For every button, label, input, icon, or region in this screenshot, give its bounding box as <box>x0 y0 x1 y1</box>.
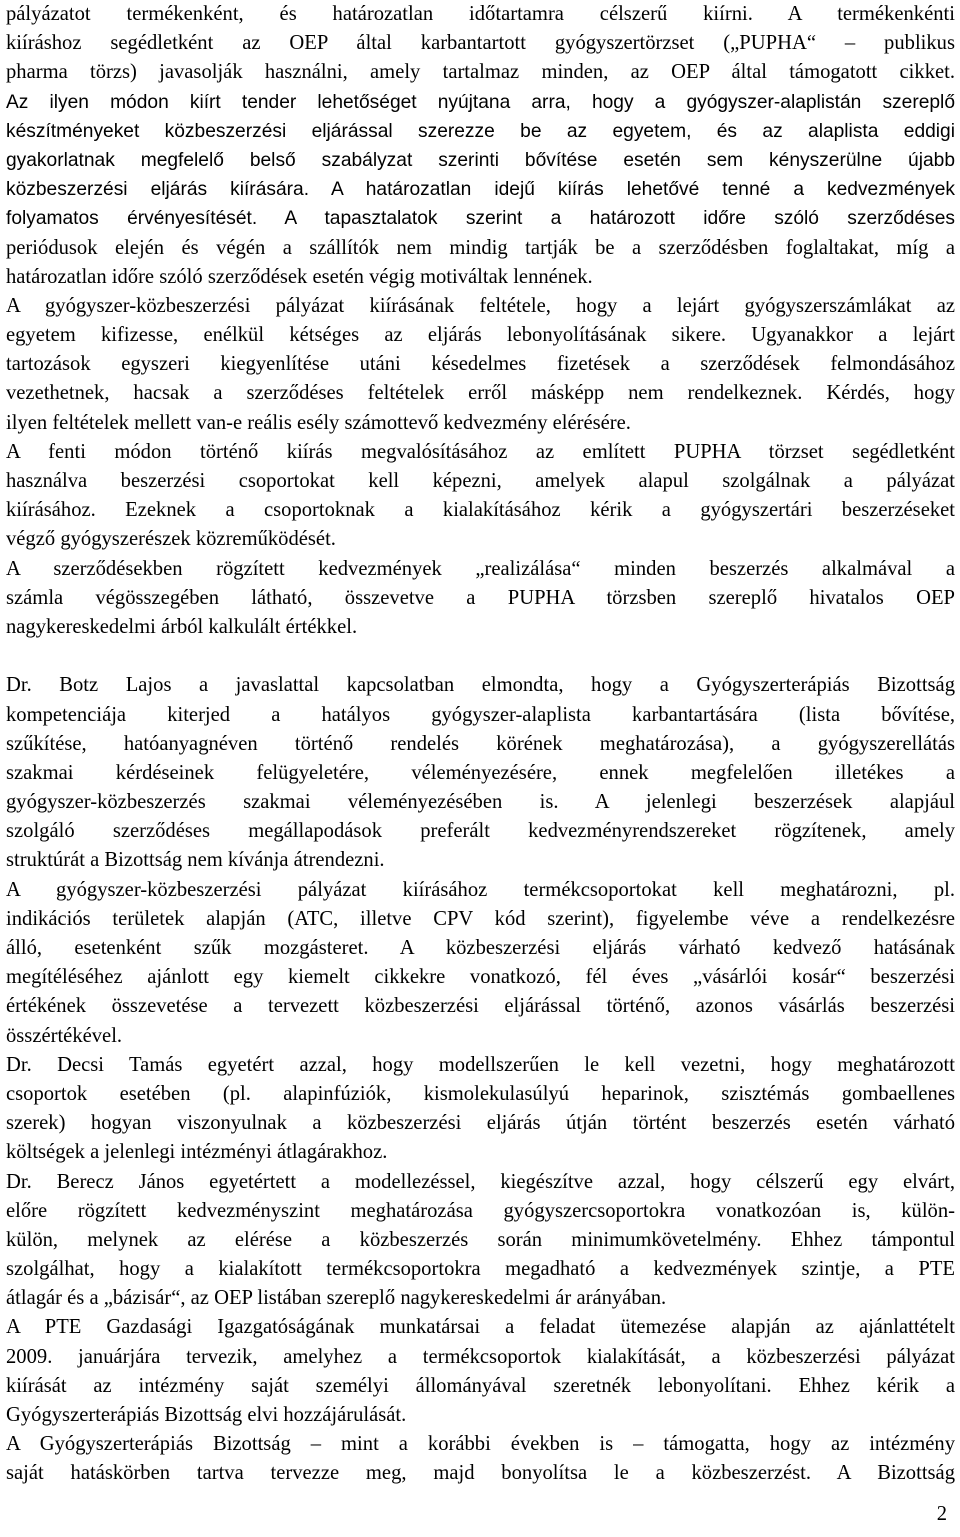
text-line: A PTE Gazdasági Igazgatóságának munkatársai a feladat ütemezése alapján az ajánlattételt <box>6 1316 955 1339</box>
text-line: számla végösszegében látható, összevetve a PUPHA törzsben szereplő hivatalos OEP <box>6 586 955 609</box>
text-line: vezethetnek, hacsak a szerződéses feltételek erről másképp nem rendelkeznek. Kérdés, hogy <box>6 382 955 405</box>
text-line: A Gyógyszerterápiás Bizottság – mint a korábbi években is – támogatta, hogy az intézmény <box>6 1433 955 1456</box>
text-line: szűkítése, hatóanyagnéven történő rendelés körének meghatározása), a gyógyszerellátás <box>6 732 955 755</box>
text-line: struktúrát a Bizottság nem kívánja átrendezni. <box>6 849 385 872</box>
text-line: szakmai kérdéseinek felügyeletére, véleményezésére, ennek megfelelően illetékes a <box>6 761 955 784</box>
text-line: 2009. januárjára tervezik, amelyhez a termékcsoportok kialakítását, a közbeszerzési pályázat <box>6 1345 955 1368</box>
text-line: végző gyógyszerészek közreműködését. <box>6 528 336 551</box>
text-line: Gyógyszerterápiás Bizottság elvi hozzájárulását. <box>6 1404 407 1426</box>
text-line: készítményeket közbeszerzési eljárással szerezze be az egyetem, és az alaplista eddigi <box>6 120 955 142</box>
text-line: egyetem kifizesse, enélkül kétséges az eljárás lebonyolításának sikere. Ugyanakkor a lejárt <box>6 324 955 347</box>
text-line: szolgáló szerződéses megállapodások preferált kedvezményrendszereket rögzítenek, amely <box>6 820 955 843</box>
text-line: csoportok esetében (pl. alapinfúziók, kismolekulasúlyú heparinok, szisztémás gombaellenes <box>6 1082 955 1105</box>
text-line: használva beszerzési csoportokat kell képezni, amelyek alapul szolgálnak a pályázat <box>6 470 955 492</box>
text-line: kiírásához. Ezeknek a csoportoknak a kialakításához kérik a gyógyszertári beszerzéseket <box>6 499 955 522</box>
text-line: gyakorlatnak megfelelő belső szabályzat szerinti bővítése esetén sem kényszerülne újabb <box>6 149 955 171</box>
text-line: közbeszerzési eljárás kiírására. A határozatlan idejű kiírás lehetővé tenné a kedvezmények <box>6 179 955 201</box>
text-line: A szerződésekben rögzített kedvezmények „realizálása“ minden beszerzés alkalmával a <box>6 557 955 580</box>
text-line: tartozások egyszeri kiegyenlítése utáni késedelmes fizetések a szerződések felmondásához <box>6 353 955 376</box>
text-line: saját hatáskörben tartva tervezze meg, majd bonyolítsa le a közbeszerzést. A Bizottság <box>6 1462 955 1485</box>
page-number: 2 <box>936 1503 947 1525</box>
text-line: A gyógyszer-közbeszerzési pályázat kiírásához termékcsoportokat kell meghatározni, pl. <box>6 878 955 901</box>
text-line: kiíráshoz segédletként az OEP által karbantartott gyógyszertörzset („PUPHA“ – publikus <box>6 32 955 55</box>
text-line: kompetenciája kiterjed a hatályos gyógyszer-alaplista karbantartására (lista bővítése, <box>6 703 955 726</box>
text-line: előre rögzített kedvezményszint meghatározása gyógyszercsoportokra vonatkozóan is, külön- <box>6 1199 955 1222</box>
text-line: pályázatot termékenként, és határozatlan időtartamra célszerű kiírni. A termékenkénti <box>6 3 955 25</box>
text-line: gyógyszer-közbeszerzés szakmai véleményezésében is. A jelenlegi beszerzések alapjául <box>6 791 955 814</box>
text-line: összértékével. <box>6 1024 123 1047</box>
text-line: külön, melynek az elérése a közbeszerzés során minimumkövetelmény. Ehhez támpontul <box>6 1228 955 1251</box>
text-line: periódusok elején és végén a szállítók nem mindig tartják be a szerződésben foglaltakat, míg a <box>6 236 955 259</box>
text-line: határozatlan időre szóló szerződések esetén végig motiváltak lennének. <box>6 265 593 288</box>
text-line: költségek a jelenlegi intézményi átlagárakhoz. <box>6 1141 388 1164</box>
text-line: Dr. Botz Lajos a javaslattal kapcsolatban elmondta, hogy a Gyógyszerterápiás Bizottság <box>6 674 955 697</box>
text-line: pharma törzs) javasolják használni, amely tartalmaz minden, az OEP által támogatott cikket. <box>6 61 955 84</box>
text-line: megítéléséhez ajánlott egy kiemelt cikkekre vonatkozó, fél éves „vásárlói kosár“ beszerzési <box>6 966 955 989</box>
body-text <box>6 0 955 1489</box>
text-line: Dr. Decsi Tamás egyetért azzal, hogy modellszerűen le kell vezetni, hogy meghatározott <box>6 1053 955 1076</box>
text-line: értékének összevetése a tervezett közbeszerzési eljárással történő, azonos vásárlás beszerzési <box>6 995 955 1018</box>
text-line: szolgálhat, hogy a kialakított termékcsoportokra megadható a kedvezmények szintje, a PTE <box>6 1258 955 1281</box>
text-line: A fenti módon történő kiírás megvalósításához az említett PUPHA törzset segédletként <box>6 440 955 463</box>
text-line: álló, esetenként szűk mozgásteret. A közbeszerzési eljárás várható kedvező hatásának <box>6 937 955 959</box>
text-line: A gyógyszer-közbeszerzési pályázat kiírásának feltétele, hogy a lejárt gyógyszerszámlákat az <box>6 294 955 317</box>
text-line: nagykereskedelmi árból kalkulált értékkel. <box>6 615 358 638</box>
document-page <box>6 0 955 1537</box>
text-line: indikációs területek alapján (ATC, illetve CPV kód szerint), figyelembe véve a rendelkezésre <box>6 907 955 930</box>
text-line: folyamatos érvényesítését. A tapasztalatok szerint a határozott időre szóló szerződéses <box>6 208 955 230</box>
text-line: ilyen feltételek mellett van-e reális esély számottevő kedvezmény elérésére. <box>6 411 631 434</box>
text-line: kiírását az intézmény saját személyi állományával szeretnék lebonyolítani. Ehhez kérik a <box>6 1374 955 1397</box>
text-line: átlagár és a „bázisár“, az OEP listában szereplő nagykereskedelmi ár arányában. <box>6 1287 667 1310</box>
blank-line <box>6 642 955 671</box>
text-line: szerek) hogyan viszonyulnak a közbeszerzési eljárás útján történt beszerzés esetén várható <box>6 1112 955 1135</box>
text-line: Az ilyen módon kiírt tender lehetőséget nyújtana arra, hogy a gyógyszer-alaplistán szereplő <box>6 91 955 113</box>
text-line: Dr. Berecz János egyetértett a modellezéssel, kiegészítve azzal, hogy célszerű egy elvárt, <box>6 1170 955 1193</box>
